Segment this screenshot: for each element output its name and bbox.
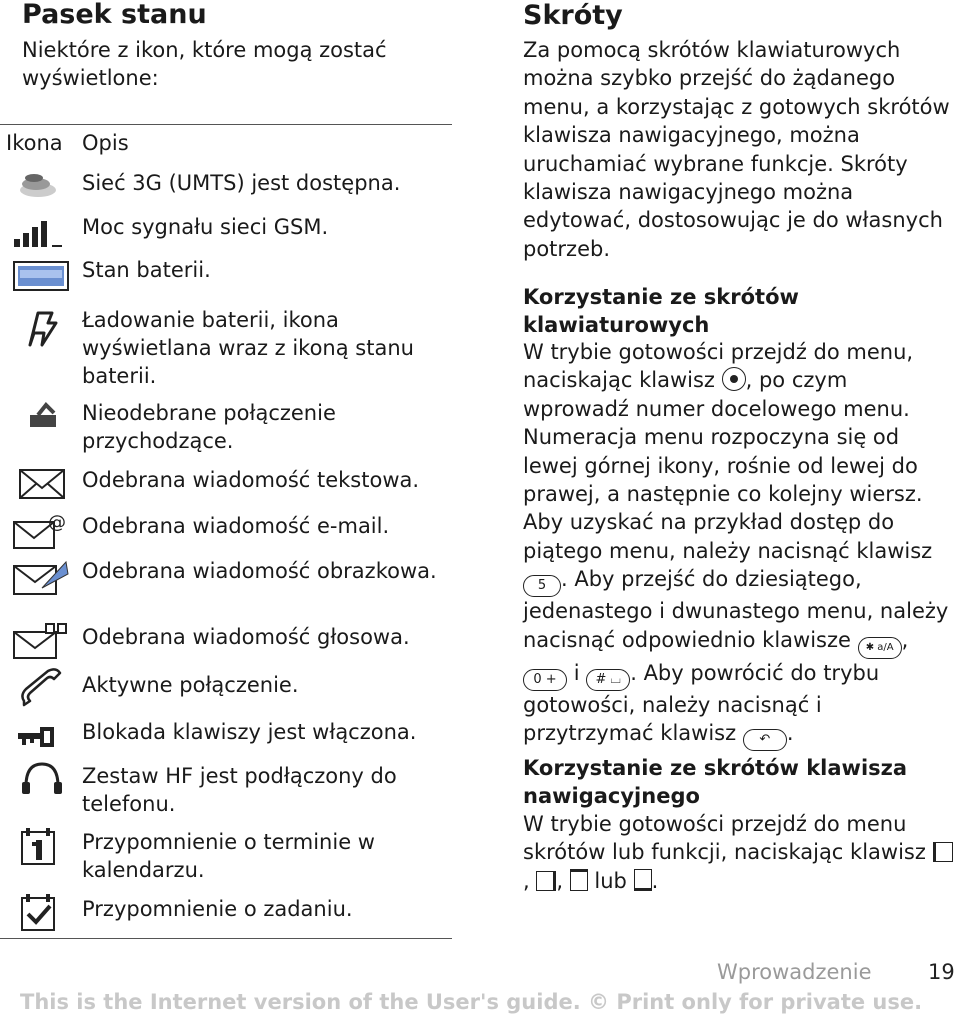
table-bottom-rule: [0, 938, 452, 939]
text-run: ,: [901, 627, 909, 652]
nav-left-icon: [933, 842, 953, 862]
nav-shortcuts-paragraph: W trybie gotowości przejdź do menu skrótów lub funkcji, naciskając klawisz , , lub .: [523, 810, 955, 895]
star-key-icon: ✱ a/A: [858, 637, 902, 659]
watermark: This is the Internet version of the User's guide. © Print only for private use.: [20, 990, 923, 1014]
list-item: Nieodebrane połączenie przychodzące.: [82, 401, 336, 453]
battery-icon: [12, 258, 68, 294]
keylock-icon: [12, 717, 68, 753]
list-item: Odebrana wiadomość e-mail.: [82, 514, 390, 538]
email-icon: [12, 512, 68, 548]
text-run: .: [786, 721, 794, 746]
footer-section-name: Wprowadzenie: [717, 960, 872, 984]
list-item: Przypomnienie o terminie w kalendarzu.: [82, 830, 375, 882]
nav-down-icon: [634, 869, 652, 891]
active-call-icon: [12, 667, 68, 703]
back-key-icon: ↶: [743, 729, 787, 751]
text-run: .: [651, 868, 659, 893]
text-run: W trybie gotowości przejdź do menu, naciskając klawisz: [523, 340, 914, 393]
list-item: Przypomnienie o zadaniu.: [82, 897, 353, 921]
signal-strength-icon: [12, 213, 68, 249]
list-item: Blokada klawiszy jest włączona.: [82, 720, 417, 744]
nav-right-icon: [536, 871, 556, 891]
table-top-rule: [0, 124, 452, 125]
list-item: Odebrana wiadomość tekstowa.: [82, 468, 420, 492]
status-bar-intro: Niektóre z ikon, które mogą zostać wyświetlone:: [22, 38, 387, 90]
list-item: Sieć 3G (UMTS) jest dostępna.: [82, 171, 401, 195]
text-run: . Aby powrócić do trybu gotowości, należy nacisnąć i przytrzymać klawisz: [523, 660, 880, 746]
list-item: Aktywne połączenie.: [82, 673, 299, 697]
text-run: i: [573, 660, 580, 685]
list-item: Odebrana wiadomość obrazkowa.: [82, 559, 437, 583]
key-5-icon: 5: [523, 575, 561, 597]
center-select-key-icon: [722, 367, 746, 391]
list-item: Moc sygnału sieci GSM.: [82, 215, 329, 239]
svg-text:@: @: [48, 512, 66, 533]
mms-icon: [12, 558, 68, 594]
list-item: Zestaw HF jest podłączony do telefonu.: [82, 764, 397, 816]
text-run: . Aby przejść do dziesiątego, jedenastego i dwunastego menu, należy nacisnąć odpowiednio klawisze: [523, 567, 949, 652]
3g-icon: [12, 166, 68, 202]
section-title-shortcuts: Skróty: [523, 0, 623, 31]
calendar-icon: [12, 826, 68, 862]
page-number: 19: [928, 960, 955, 984]
zero-key-icon: 0 +: [523, 669, 567, 691]
sms-icon: [12, 466, 68, 502]
nav-up-icon: [570, 869, 588, 891]
task-icon: [12, 892, 68, 928]
list-item: Stan baterii.: [82, 258, 211, 282]
handsfree-icon: [12, 760, 68, 796]
voicemail-icon: [12, 622, 68, 658]
text-run: , po czym wprowadź numer docelowego menu. Numeracja menu rozpoczyna się od lewej górnej ikony, rośnie od lewej do prawej, a następnie co kolejny wiersz. Aby uzyskać na przykład dostęp do piątego menu, należy nacisnąć klawisz: [523, 368, 933, 563]
column-header-description: Opis: [82, 131, 129, 155]
subsection-title-nav-shortcuts: Korzystanie ze skrótów klawisza nawigacyjnego: [523, 756, 908, 809]
shortcuts-intro: Za pomocą skrótów klawiaturowych można szybko przejść do żądanego menu, a korzystając z gotowych skrótów klawisza nawigacyjnego, można uruchamiać wybrane funkcje. Skróty klawisza nawigacyjnego można edytować, dostosowując je do własnych potrzeb.: [523, 38, 950, 261]
column-header-icon: Ikona: [6, 131, 63, 155]
list-item: Ładowanie baterii, ikona wyświetlana wraz z ikoną stanu baterii.: [82, 308, 414, 388]
keypad-shortcuts-paragraph: [523, 338, 955, 751]
text-run: W trybie gotowości przejdź do menu skrótów lub funkcji, naciskając klawisz: [523, 812, 926, 865]
subsection-title-keypad-shortcuts: Korzystanie ze skrótów klawiaturowych: [523, 285, 799, 338]
section-title-status-bar: Pasek stanu: [22, 0, 207, 30]
hash-key-icon: # ⌴: [586, 669, 630, 691]
list-item: Odebrana wiadomość głosowa.: [82, 625, 410, 649]
missed-call-icon: [12, 399, 68, 435]
charging-icon: [12, 309, 68, 345]
text-run: lub: [594, 868, 627, 893]
